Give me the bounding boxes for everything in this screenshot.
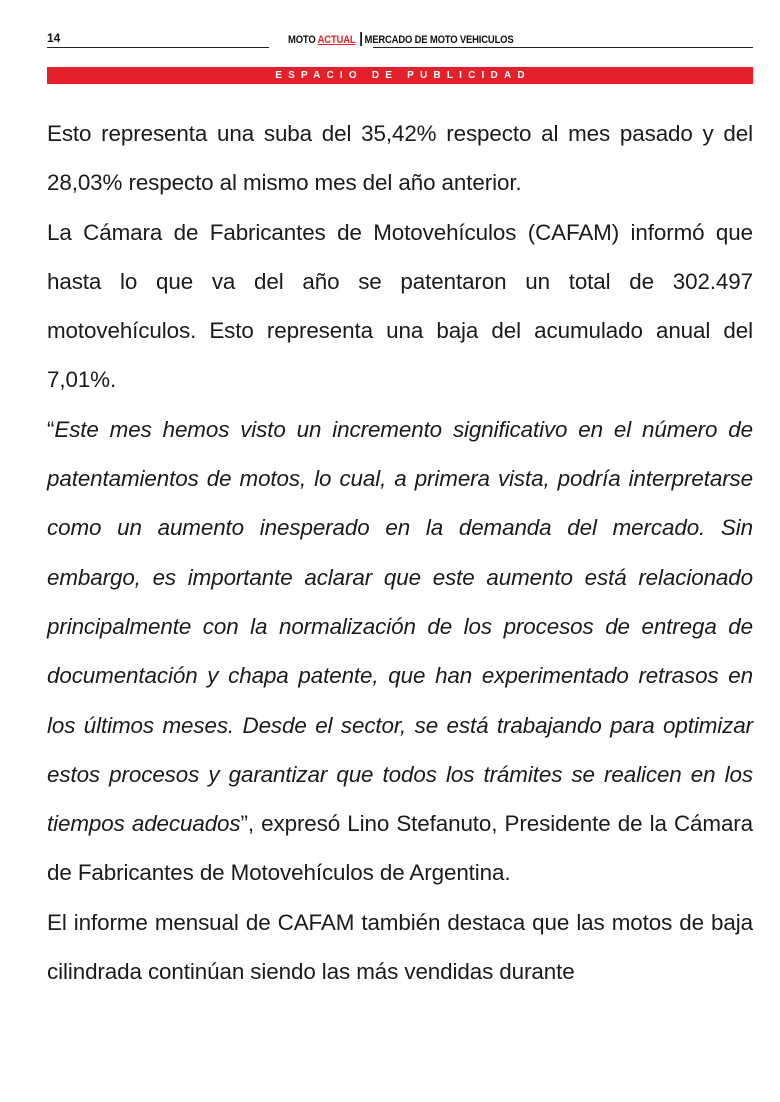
quote-open-mark: “ <box>47 416 55 442</box>
article-body <box>47 109 753 996</box>
quote-close-mark: ” <box>240 811 248 837</box>
paragraph-1: Esto representa una suba del 35,42% respecto al mes pasado y del 28,03% respecto al mismo mes del año anterior. <box>47 121 753 196</box>
quote-text: Este mes hemos visto un incremento significativo en el número de patentamientos de motos, lo cual, a primera vista, podría interpretarse como un aumento inesperado en la demanda del mercado. Sin embargo, es importante aclarar que este aumento está relacionado principalmente con la normalización de los procesos de entrega de documentación y chapa patente, que han experimentado retrasos en los últimos meses. Desde el sector, se está trabajando para optimizar estos procesos y garantizar que todos los trámites se realicen en los tiempos adecuados <box>47 416 753 837</box>
header-rule-left <box>47 47 269 48</box>
paragraph-4: El informe mensual de CAFAM también destaca que las motos de baja cilindrada continúan siendo las más vendidas durante <box>47 909 753 985</box>
quote-attribution: , expresó Lino Stefanuto, Presidente de la Cámara de Fabricantes de Motovehículos de Argentina. <box>47 811 754 886</box>
brand-moto: MOTO <box>288 34 316 46</box>
section-title: MERCADO DE MOTO VEHICULOS <box>364 34 514 46</box>
ad-banner: ESPACIO DE PUBLICIDAD <box>47 67 753 84</box>
header-rule-right <box>373 47 753 48</box>
magazine-title <box>288 32 514 46</box>
brand-actual: ACTUAL <box>317 34 356 46</box>
quote-paragraph <box>47 405 753 898</box>
header-divider <box>361 32 362 46</box>
paragraph-2: La Cámara de Fabricantes de Motovehículos (CAFAM) informó que hasta lo que va del año se patentaron un total de 302.497 motovehículos. Esto representa una baja del acumulado anual del 7,01%. <box>47 219 753 393</box>
page-header <box>47 31 753 49</box>
page-number: 14 <box>47 31 61 45</box>
